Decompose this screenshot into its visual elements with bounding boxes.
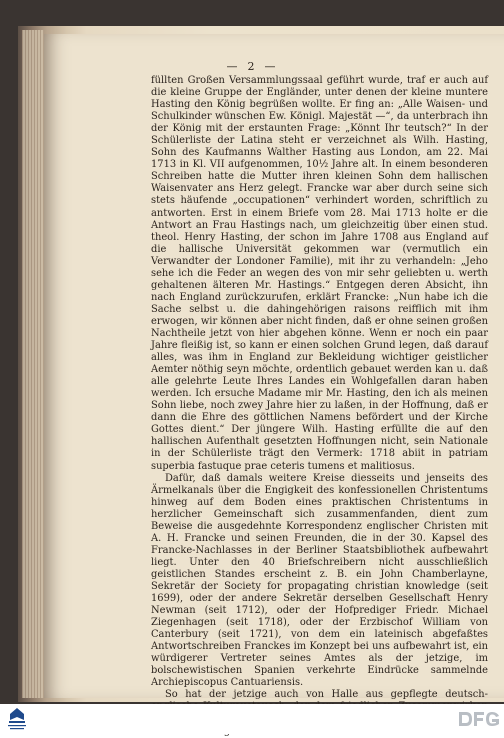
page-number-value: 2 xyxy=(247,60,257,73)
paragraph-3: So hat der jetzige auch von Halle aus gepflegte deutsch- xyxy=(165,689,488,701)
page-number: — 2 — xyxy=(226,60,278,73)
footer-bar xyxy=(0,704,504,734)
franckesche-stiftungen-logo xyxy=(4,706,30,732)
paragraph-2: Dafür, daß damals weitere Kreise diesseits und jenseits des Ärmelkanals über die Engigkeit des konfessionellen Christentums hinweg auf dem Boden eines praktischen Christentums in herzlicher Gemeinschaft sich zusammenfanden, dient zum Beweise die ausgedehnte Korrespondenz englischer Christen mit A. H. Francke und seinen Freunden, die in der 30. Kapsel des Francke-Nachlasses in der Berliner Staatsbibliothek aufbewahrt liegt. Unter den 40 Briefschreibern nicht ausschließlich geistlichen Standes erscheint z. B. ein John Chamberlayne, Sekretär der Society for propagating christian knowledge (seit 1699), oder der andere Sekretär derselben Gesellschaft Henry Newman (seit 1712), oder der Hofprediger Friedr. Michael Ziegenhagen (seit 1718), oder der Erzbischof William von Canterbury (seit 1721), von dem ein lateinisch abgefaßtes Antwortschreiben Franckes im Konzept bei uns aufbewahrt ist, ein würdigerer Vertreter seines Amtes als der jetzige, im bolschewistischen Spanien verkehrte Eindrücke sammelnde Archiepiscopus Cantuariensis. xyxy=(151,472,488,689)
body-text xyxy=(151,75,488,738)
page-stack-edge xyxy=(22,30,44,698)
dfg-logo xyxy=(457,710,501,728)
paragraph-1: füllten Großen Versammlungssaal geführt wurde, traf er auch auf die kleine Gruppe der Engländer, unter denen der kleine muntere Hasting den König begrüßen wollte. Er fing an: „Alle Waisen- und Schulkinder wünschen Ew. Königl. Majestät —“, da unterbrach ihn der König mit der erstaunten Frage: „Könnt Ihr teutsch?“ In der Schülerliste der Latina steht er verzeichnet als Wilh. Hasting, Sohn des Kaufmanns Walther Hasting aus London, am 22. Mai 1713 in Kl. VII aufgenommen, 10½ Jahre alt. In einem besonderen Schreiben hatte die Mutter ihren kleinen Sohn dem hallischen Waisenvater ans Herz gelegt. Francke war aber durch seine sich stets häufende „occupationen“ verhindert worden, schriftlich zu antworten. Erst in einem Briefe vom 28. Mai 1713 holte er die Antwort an Frau Hastings nach, um gleichzeitig über einen stud. theol. Henry Hasting, der schon im Jahre 1708 aus England auf die hallische Universität gekommen war (vermutlich ein Verwandter der Londoner Familie), mit ihr zu verhandeln: „Jeho sehe ich die Feder an wegen des von mir sehr geliebten u. werth gehaltenen älteren Mr. Hastings.“ Entgegen deren Absicht, ihn nach England zurückzurufen, erklärt Francke: „Nun habe ich die Sache selbst u. die dahingehörigen raisons reifflich mit ihm erwogen, wir können aber nicht finden, daß er ohne seinen großen Nachtheile jetzt von hier abgehen könne. Wenn er noch ein paar Jahre fleißig ist, so kann er einen solchen Grund legen, daß darauf alles, was ihm in England zur Bekleidung wichtiger geistlicher Aemter nöthig seyn möchte, ordentlich gebauet werden kan u. daß alle gelehrte Leute Ihres Landes ein Wohlgefallen daran haben werden. Ich ersuche Madame mir Mr. Hasting, den ich als meinen Sohn liebe, noch zwey Jahre hier zu laßen, in der Hoffnung, daß er dann die Ehre des göttlichen Namens befördert und der Kirche Gottes dient.“ Der jüngere Wilh. Hasting erfüllte die auf den hallischen Aufenthalt gesetzten Hoffnungen nicht, sein Nationale in der Schülerliste trägt den Vermerk: 1718 abiit in patriam superbia fastuque prae ceteris tumens et malitiosus. xyxy=(151,75,488,472)
